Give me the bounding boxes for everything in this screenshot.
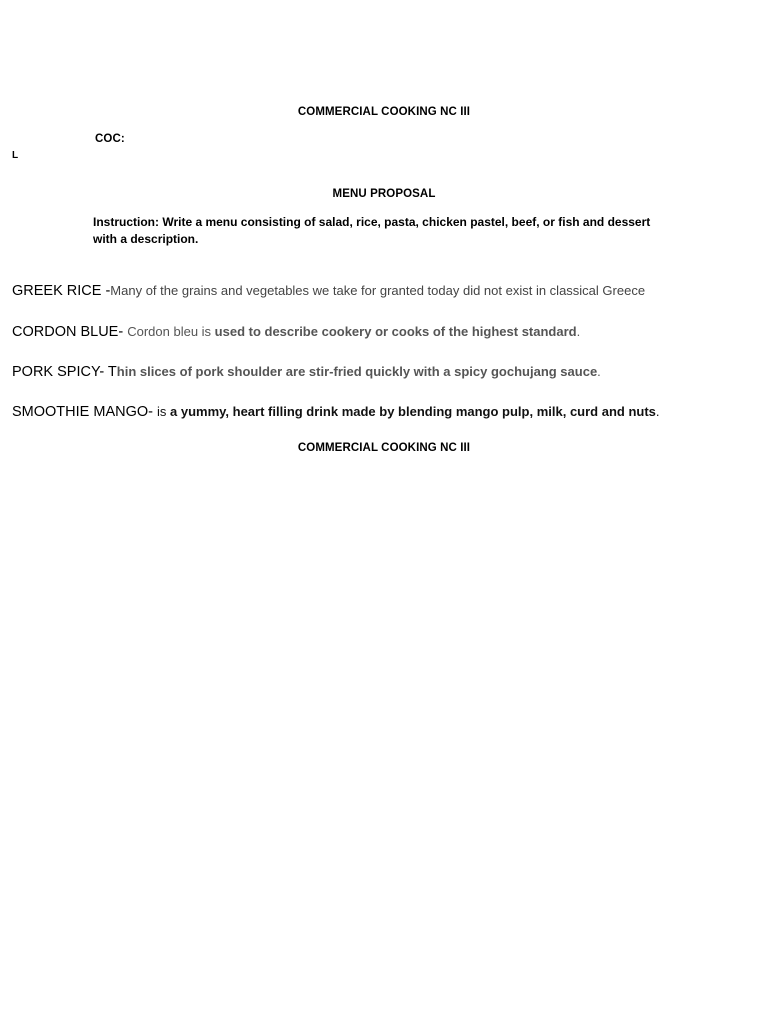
menu-item-greek-rice (12, 282, 645, 300)
document-title: COMMERCIAL COOKING NC III (297, 106, 471, 118)
menu-item-name: GREEK RICE (12, 283, 102, 299)
menu-item-pork-spicy (12, 363, 601, 381)
menu-item-separator: - (148, 404, 158, 420)
menu-item-name: PORK SPICY (12, 364, 100, 380)
menu-item-separator: - (101, 283, 111, 299)
coc-label: COC: (95, 133, 125, 145)
menu-item-description-intro: Cordon bleu is (127, 324, 215, 339)
stray-mark: L (12, 150, 19, 161)
menu-item-smoothie-mango (12, 403, 660, 421)
menu-item-cordon-blue (12, 323, 580, 341)
menu-item-separator: - (118, 324, 128, 340)
menu-item-description: a yummy, heart filling drink made by blending mango pulp, milk, curd and nuts (170, 404, 656, 419)
menu-item-description: used to describe cookery or cooks of the highest standard (214, 324, 577, 339)
menu-item-description-end: . (597, 364, 601, 379)
menu-item-description-intro: is (157, 404, 171, 419)
menu-item-description: hin slices of pork shoulder are stir-fried quickly with a spicy gochujang sauce (116, 364, 598, 379)
menu-item-name: CORDON BLUE (12, 324, 119, 340)
menu-item-description-end: . (576, 324, 581, 339)
menu-item-separator: - T (99, 364, 117, 380)
menu-item-description-end: . (655, 404, 660, 419)
menu-item-description: Many of the grains and vegetables we take for granted today did not exist in classical Greece (110, 283, 646, 298)
section-title: MENU PROPOSAL (332, 188, 436, 200)
footer-title: COMMERCIAL COOKING NC III (297, 442, 471, 454)
instruction-text: Write a menu consisting of salad, rice, pasta, chicken pastel, beef, or fish and dessert with a description. (93, 215, 651, 246)
instruction-label: Instruction: (93, 215, 159, 229)
instruction-paragraph (93, 214, 673, 248)
menu-item-name: SMOOTHIE MANGO (12, 404, 149, 420)
